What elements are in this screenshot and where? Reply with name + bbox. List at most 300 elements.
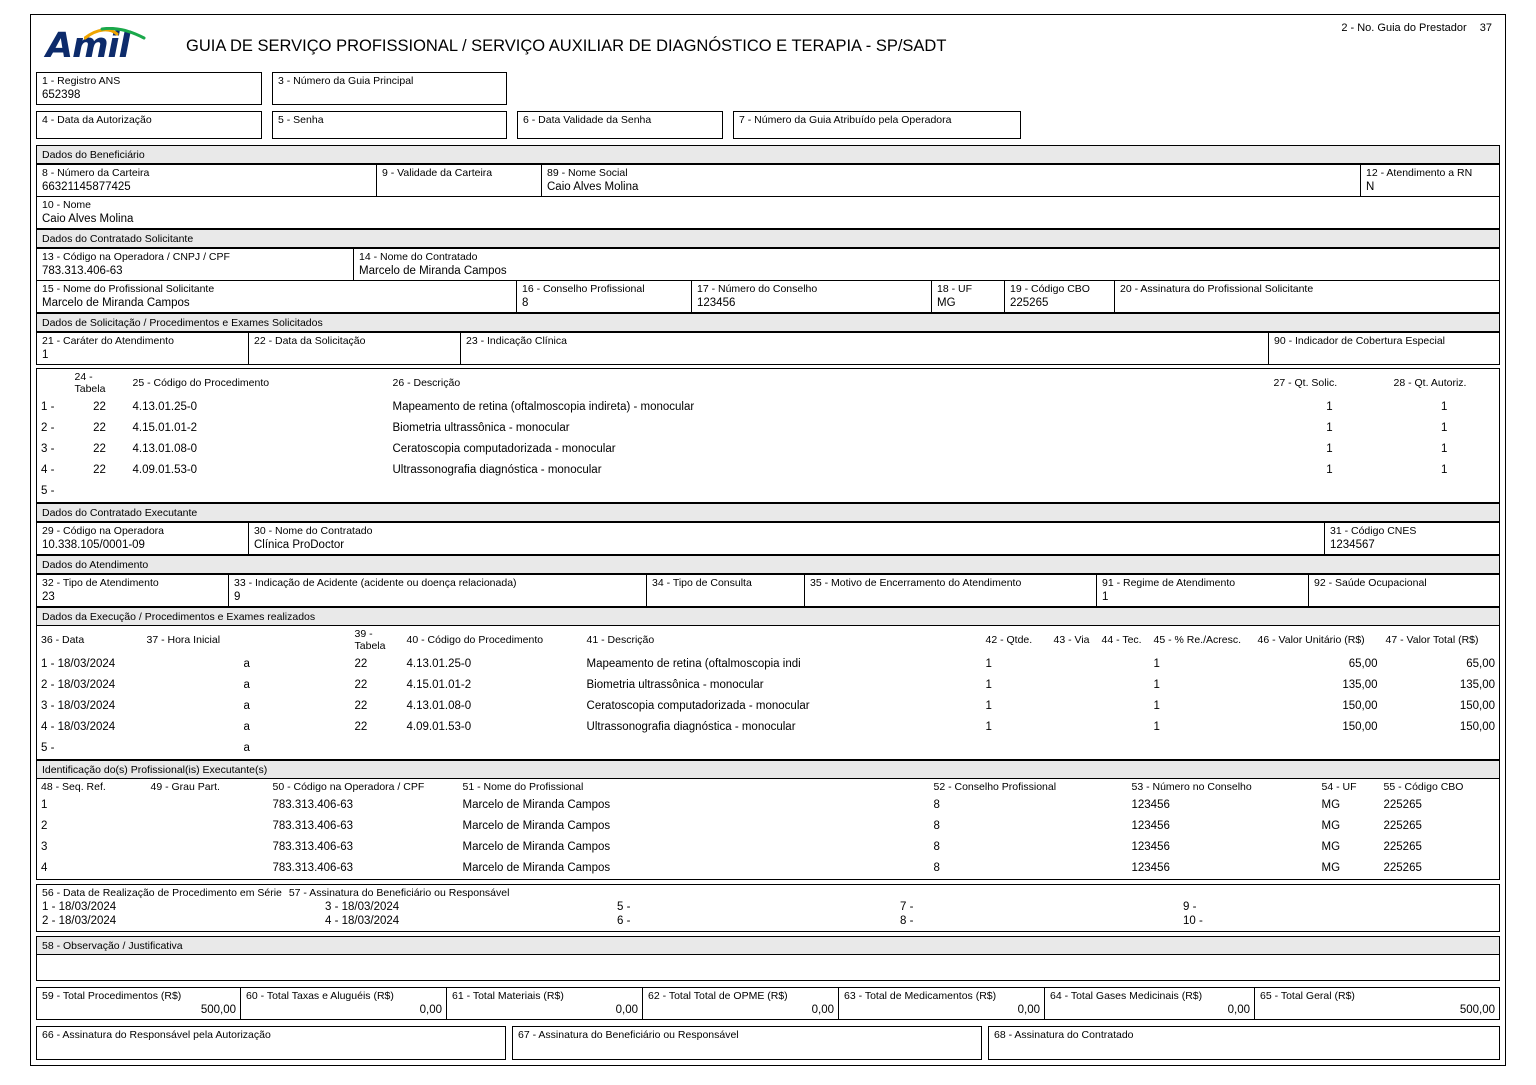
cell-numero-conselho: 123456 [1131,841,1170,853]
table-row [37,397,1500,418]
serie-item-2: 2 - 18/03/2024 [42,915,117,927]
field-conselho-profissional-solicitante-value: 8 [522,297,529,309]
cell-conselho: 8 [933,820,940,832]
field-cobertura-especial[interactable] [1268,332,1500,365]
cell-numero-conselho: 123456 [1131,799,1170,811]
table-row [37,654,1500,675]
field-assinatura-profissional-solicitante-label: 20 - Assinatura do Profissional Solicitante [1120,283,1314,295]
field-assinatura-responsavel-autorizacao-label: 66 - Assinatura do Responsável pela Autorização [42,1029,271,1041]
field-total-taxas-value: 0,00 [419,1004,442,1016]
field-uf-solicitante[interactable] [931,281,1004,313]
cell-grau-part [147,795,269,816]
field-codigo-cnes-value: 1234567 [1330,539,1375,551]
cell-hora-final [254,675,351,696]
section-beneficiario-band: Dados do Beneficiário [36,145,1500,164]
table-row [37,858,1500,880]
serie-item-7: 7 - [900,901,914,913]
col-tabela: 24 - Tabela [74,371,106,395]
serie-item-8: 8 - [900,915,914,927]
table-row [37,675,1500,696]
cell-seq: 3 - [41,443,55,455]
cell-hora-inicial [143,738,240,760]
cell-uf: MG [1321,820,1341,832]
cell-conselho: 8 [933,841,940,853]
cell-seq: 2 - [41,679,55,691]
field-observacao[interactable] [36,955,1500,981]
cell-codigo: 4.15.01.01-2 [132,422,198,434]
field-total-gases-value: 0,00 [1227,1004,1250,1016]
cell-codigo: 783.313.406-63 [272,862,354,874]
cell-data [37,675,143,696]
cell-tec [1098,696,1150,717]
table-procedimentos-solicitados [36,368,1500,503]
cell-descricao: Ultrassonografia diagnóstica - monocular [392,464,602,476]
field-numero-carteira[interactable] [36,164,376,197]
field-indicacao-acidente[interactable] [228,574,646,607]
row-solicitante-1 [36,248,1500,281]
cell-hora-separator: a [243,721,250,733]
field-guia-principal-label: 3 - Número da Guia Principal [278,75,414,87]
serie-labels [42,887,1494,900]
field-senha[interactable] [272,111,507,139]
cell-via [1050,675,1098,696]
cell-qt-solic [1270,481,1390,503]
cell-codigo [129,481,389,503]
col-codigo-cbo: 55 - Código CBO [1383,781,1464,793]
field-data-solicitacao-label: 22 - Data da Solicitação [254,335,366,347]
table-row [37,418,1500,439]
field-motivo-encerramento[interactable] [804,574,1096,607]
cell-valor-unitario: 150,00 [1342,721,1378,733]
cell-qt-autoriz: 1 [1441,464,1448,476]
section-solicitacao-band: Dados de Solicitação / Procedimentos e Exames Solicitados [36,313,1500,332]
field-nome-contratado-solicitante-label: 14 - Nome do Contratado [359,251,478,263]
serie-item-10: 10 - [1183,915,1203,927]
field-atendimento-rn-value: N [1366,181,1375,193]
field-nome-beneficiario-label: 10 - Nome [42,199,92,211]
cell-reducao: 1 [1153,679,1160,691]
cell-uf: MG [1321,799,1341,811]
cell-numero-conselho: 123456 [1131,820,1170,832]
field-codigo-cnes[interactable] [1324,522,1500,555]
cell-nome: Marcelo de Miranda Campos [462,799,611,811]
row-solicitante-2 [36,281,1500,313]
cell-tabela: 22 [354,679,368,691]
field-tipo-consulta-label: 34 - Tipo de Consulta [652,577,752,589]
guia-prestador-field [1341,22,1492,34]
table-row [37,717,1500,738]
cell-seq-ref: 3 [41,841,48,853]
cell-qtde: 1 [985,700,992,712]
cell-tec [1098,654,1150,675]
cell-seq: 1 - [41,401,55,413]
cell-descricao: Biometria ultrassônica - monocular [586,679,764,691]
col-hora-inicial: 37 - Hora Inicial [146,634,221,646]
cell-nome: Marcelo de Miranda Campos [462,841,611,853]
row-executante [36,522,1500,555]
table-body-profissionais [37,795,1500,880]
cell-nome: Marcelo de Miranda Campos [462,862,611,874]
cell-hora-separator: a [243,679,250,691]
table-row [37,460,1500,481]
cell-qtde: 1 [985,721,992,733]
col-seq [37,369,71,398]
field-assinatura-responsavel-autorizacao[interactable] [36,1026,506,1060]
cell-hora-separator: a [243,658,250,670]
cell-descricao: Biometria ultrassônica - monocular [392,422,570,434]
field-nome-contratado-solicitante[interactable] [353,248,1500,281]
field-total-geral[interactable] [1254,987,1500,1020]
cell-qtde: 1 [985,658,992,670]
cell-valor-total: 150,00 [1459,700,1495,712]
table-header-row [37,369,1500,398]
col-codigo-procedimento: 40 - Código do Procedimento [406,634,544,646]
field-cbo-solicitante-label: 19 - Código CBO [1010,283,1090,295]
section-solicitante-band: Dados do Contratado Solicitante [36,229,1500,248]
row-atendimento [36,574,1500,607]
field-codigo-operadora-solicitante-value: 783.313.406-63 [42,265,123,277]
cell-tabela: 22 [93,443,106,455]
field-saude-ocupacional-label: 92 - Saúde Ocupacional [1314,577,1427,589]
cell-hora-inicial [143,675,240,696]
field-numero-carteira-value: 66321145877425 [42,181,131,193]
table-row [37,481,1500,503]
section-atendimento-band: Dados do Atendimento [36,555,1500,574]
field-total-opme-value: 0,00 [811,1004,834,1016]
col-uf: 54 - UF [1321,781,1357,793]
cell-seq-ref: 4 [41,862,48,874]
field-total-opme[interactable] [642,987,838,1020]
cell-descricao: Ultrassonografia diagnóstica - monocular [586,721,796,733]
col-via: 43 - Via [1053,634,1090,646]
field-nome-social-label: 89 - Nome Social [547,167,628,179]
document-header [36,20,1500,72]
field-tipo-atendimento-value: 23 [42,591,55,603]
table-header-row [37,779,1500,795]
cell-data-value: 18/03/2024 [57,721,116,733]
field-total-gases[interactable] [1044,987,1254,1020]
field-conselho-profissional-solicitante-label: 16 - Conselho Profissional [522,283,645,295]
cell-conselho: 8 [933,862,940,874]
cell-seq: 1 - [41,658,55,670]
cell-codigo: 4.09.01.53-0 [132,464,198,476]
cell-qt-autoriz [1390,481,1500,503]
table-profissionais-executantes [36,779,1500,880]
field-assinatura-beneficiario-label: 67 - Assinatura do Beneficiário ou Responsável [518,1029,739,1041]
field-total-taxas[interactable] [240,987,446,1020]
cell-grau-part [147,837,269,858]
row-beneficiario-2 [36,197,1500,229]
cell-via [1050,654,1098,675]
cell-qt-solic: 1 [1326,401,1333,413]
cell-descricao: Ceratoscopia computadorizada - monocular [586,700,810,712]
field-regime-atendimento[interactable] [1096,574,1308,607]
field-tipo-atendimento[interactable] [36,574,228,607]
cell-data-value: 18/03/2024 [57,700,116,712]
cell-reducao: 1 [1153,721,1160,733]
field-validade-carteira[interactable] [376,164,541,197]
field-codigo-operadora-executante-value: 10.338.105/0001-09 [42,539,145,551]
table-body-procedimentos-solicitados [37,397,1500,503]
field-total-medicamentos[interactable] [838,987,1044,1020]
field-data-autorizacao-label: 4 - Data da Autorização [42,114,152,126]
cell-uf: MG [1321,862,1341,874]
amil-logo-swoosh-icon [84,27,146,41]
field-saude-ocupacional[interactable] [1308,574,1500,607]
field-total-procedimentos-label: 59 - Total Procedimentos (R$) [42,990,182,1002]
field-tipo-atendimento-label: 32 - Tipo de Atendimento [42,577,159,589]
field-assinatura-contratado-label: 68 - Assinatura do Contratado [994,1029,1134,1041]
section-executante-band: Dados do Contratado Executante [36,503,1500,522]
col-conselho-profissional: 52 - Conselho Profissional [933,781,1057,793]
field-indicacao-acidente-value: 9 [234,591,241,603]
cell-seq-ref: 1 [41,799,48,811]
serie-row-1 [42,900,1494,914]
field-codigo-operadora-executante[interactable] [36,522,248,555]
cell-hora-inicial [143,654,240,675]
guia-sheet [30,14,1506,1066]
col-valor-unitario: 46 - Valor Unitário (R$) [1257,634,1365,646]
row-registro-guia [36,72,1500,105]
table-row [37,738,1500,760]
field-nome-profissional-solicitante[interactable] [36,281,516,313]
cell-data-value: 18/03/2024 [57,658,116,670]
serie-row-2 [42,914,1494,928]
field-nome-contratado-solicitante-value: Marcelo de Miranda Campos [359,265,507,277]
serie-item-4: 4 - 18/03/2024 [325,915,400,927]
col-descricao: 26 - Descrição [392,377,461,389]
field-tipo-consulta[interactable] [646,574,804,607]
col-numero-conselho: 53 - Número no Conselho [1131,781,1252,793]
cell-codigo: 4.15.01.01-2 [406,679,472,691]
cell-nome: Marcelo de Miranda Campos [462,820,611,832]
cell-valor-unitario: 135,00 [1342,679,1378,691]
field-nome-social-value: Caio Alves Molina [547,181,639,193]
section-serie [36,884,1500,932]
field-nome-beneficiario[interactable] [36,197,1500,229]
cell-codigo: 783.313.406-63 [272,841,354,853]
field-guia-principal[interactable] [272,72,507,105]
cell-valor-total: 135,00 [1459,679,1495,691]
field-cobertura-especial-label: 90 - Indicador de Cobertura Especial [1274,335,1446,347]
cell-hora-final [254,717,351,738]
field-numero-carteira-label: 8 - Número da Carteira [42,167,150,179]
field-codigo-operadora-solicitante-label: 13 - Código na Operadora / CNPJ / CPF [42,251,230,263]
col-valor-total: 47 - Valor Total (R$) [1385,634,1479,646]
cell-hora-separator: a [243,742,250,754]
field-codigo-operadora-solicitante[interactable] [36,248,353,281]
cell-seq: 3 - [41,700,55,712]
col-reducao: 45 - % Re./Acresc. [1153,634,1242,646]
col-codigo-operadora-cpf: 50 - Código na Operadora / CPF [272,781,425,793]
field-guia-operadora[interactable] [733,111,1021,139]
cell-codigo: 783.313.406-63 [272,799,354,811]
cell-qtde: 1 [985,679,992,691]
cell-codigo: 4.13.01.25-0 [406,658,472,670]
cell-tabela [71,481,129,503]
row-totais [36,987,1500,1020]
field-nome-social[interactable] [541,164,1360,197]
cell-tabela [351,738,403,760]
cell-data [37,654,143,675]
field-total-procedimentos-value: 500,00 [200,1004,236,1016]
amil-logo-text: Amil [46,26,130,66]
field-guia-operadora-label: 7 - Número da Guia Atribuído pela Operadora [739,114,952,126]
cell-via [1050,696,1098,717]
cell-codigo [403,738,583,760]
cell-qt-solic: 1 [1326,422,1333,434]
cell-qt-solic: 1 [1326,443,1333,455]
field-data-solicitacao[interactable] [248,332,460,365]
table-header-row [37,626,1500,654]
field-nome-beneficiario-value: Caio Alves Molina [42,213,134,225]
field-total-procedimentos[interactable] [36,987,240,1020]
cell-hora-inicial [143,717,240,738]
col-descricao-execucao: 41 - Descrição [586,634,655,646]
field-validade-carteira-label: 9 - Validade da Carteira [382,167,493,179]
cell-hora-separator: a [243,700,250,712]
cell-cbo: 225265 [1383,799,1422,811]
cell-reducao [1150,738,1254,760]
cell-uf: MG [1321,841,1341,853]
serie-item-1: 1 - 18/03/2024 [42,901,117,913]
table-row [37,439,1500,460]
cell-cbo: 225265 [1383,862,1422,874]
col-codigo: 25 - Código do Procedimento [132,377,270,389]
field-uf-solicitante-label: 18 - UF [937,283,973,295]
field-uf-solicitante-value: MG [937,297,956,309]
field-regime-atendimento-label: 91 - Regime de Atendimento [1102,577,1236,589]
field-atendimento-rn-label: 12 - Atendimento a RN [1366,167,1473,179]
cell-numero-conselho: 123456 [1131,862,1170,874]
field-total-medicamentos-label: 63 - Total de Medicamentos (R$) [844,990,997,1002]
field-total-opme-label: 62 - Total Total de OPME (R$) [648,990,788,1002]
field-indicacao-clinica[interactable] [460,332,1268,365]
cell-seq: 2 - [41,422,55,434]
field-total-materiais[interactable] [446,987,642,1020]
cell-tabela: 22 [93,422,106,434]
cell-hora-final [254,654,351,675]
section-execucao-band: Dados da Execução / Procedimentos e Exames realizados [36,607,1500,626]
section-profissionais-band: Identificação do(s) Profissional(is) Executante(s) [36,760,1500,779]
field-assinatura-profissional-solicitante[interactable] [1114,281,1500,313]
col-tabela: 39 - Tabela [354,628,386,652]
col-qt-solic: 27 - Qt. Solic. [1273,377,1338,389]
label-data-serie: 56 - Data de Realização de Procedimento em Série [42,887,282,899]
cell-hora-final [254,738,351,760]
cell-reducao: 1 [1153,658,1160,670]
table-procedimentos-executados [36,626,1500,760]
cell-data [37,696,143,717]
cell-conselho: 8 [933,799,940,811]
label-assinatura-beneficiario: 57 - Assinatura do Beneficiário ou Responsável [288,887,510,899]
table-row [37,696,1500,717]
col-grau-part: 49 - Grau Part. [150,781,220,793]
field-carater-atendimento-value: 1 [42,349,49,361]
field-validade-senha[interactable] [517,111,723,139]
row-autorizacao [36,111,1500,139]
field-senha-label: 5 - Senha [278,114,324,126]
cell-codigo: 783.313.406-63 [272,820,354,832]
guia-prestador-value: 37 [1479,22,1492,34]
field-numero-conselho-solicitante[interactable] [691,281,931,313]
field-assinatura-contratado[interactable] [988,1026,1500,1060]
cell-valor-unitario [1254,738,1382,760]
serie-item-9: 9 - [1183,901,1197,913]
row-beneficiario-1 [36,164,1500,197]
cell-qt-autoriz: 1 [1441,422,1448,434]
field-carater-atendimento-label: 21 - Caráter do Atendimento [42,335,174,347]
field-regime-atendimento-value: 1 [1102,591,1109,603]
row-assinaturas [36,1026,1500,1060]
field-nome-contratado-executante[interactable] [248,522,1324,555]
field-total-geral-label: 65 - Total Geral (R$) [1260,990,1355,1002]
field-conselho-profissional-solicitante[interactable] [516,281,691,313]
field-cbo-solicitante-value: 225265 [1010,297,1049,309]
section-observacao-band: 58 - Observação / Justificativa [36,936,1500,955]
cell-data [37,738,143,760]
cell-seq: 5 - [41,742,55,754]
guia-prestador-label: 2 - No. Guia do Prestador [1341,22,1467,34]
cell-codigo: 4.13.01.25-0 [132,401,198,413]
cell-cbo: 225265 [1383,841,1422,853]
field-nome-contratado-executante-label: 30 - Nome do Contratado [254,525,373,537]
cell-tec [1098,717,1150,738]
row-solicitacao-fields [36,332,1500,365]
cell-hora-inicial [143,696,240,717]
cell-via [1050,738,1098,760]
amil-logo [40,23,160,69]
cell-data [37,717,143,738]
col-nome-profissional: 51 - Nome do Profissional [462,781,584,793]
cell-qt-autoriz: 1 [1441,443,1448,455]
cell-descricao [389,481,1270,503]
cell-seq-ref: 2 [41,820,48,832]
field-nome-contratado-executante-value: Clínica ProDoctor [254,539,345,551]
field-total-gases-label: 64 - Total Gases Medicinais (R$) [1050,990,1203,1002]
field-data-autorizacao[interactable] [36,111,262,139]
field-registro-ans-value: 652398 [42,89,81,101]
page-title: GUIA DE SERVIÇO PROFISSIONAL / SERVIÇO AUXILIAR DE DIAGNÓSTICO E TERAPIA - SP/SADT [186,36,947,55]
serie-item-6: 6 - [617,915,631,927]
cell-valor-total [1382,738,1500,760]
cell-tec [1098,738,1150,760]
field-registro-ans[interactable] [36,72,262,105]
cell-codigo: 4.09.01.53-0 [406,721,472,733]
cell-grau-part [147,816,269,837]
field-atendimento-rn[interactable] [1360,164,1500,197]
field-registro-ans-label: 1 - Registro ANS [42,75,121,87]
field-carater-atendimento[interactable] [36,332,248,365]
field-total-materiais-label: 61 - Total Materiais (R$) [452,990,564,1002]
cell-tabela: 22 [354,721,368,733]
cell-grau-part [147,858,269,880]
cell-reducao: 1 [1153,700,1160,712]
field-assinatura-beneficiario[interactable] [512,1026,982,1060]
cell-descricao: Ceratoscopia computadorizada - monocular [392,443,616,455]
field-numero-conselho-solicitante-label: 17 - Número do Conselho [697,283,818,295]
field-motivo-encerramento-label: 35 - Motivo de Encerramento do Atendimento [810,577,1022,589]
cell-valor-total: 150,00 [1459,721,1495,733]
cell-codigo: 4.13.01.08-0 [406,700,472,712]
col-seq-ref: 48 - Seq. Ref. [41,781,106,793]
field-cbo-solicitante[interactable] [1004,281,1114,313]
field-nome-profissional-solicitante-label: 15 - Nome do Profissional Solicitante [42,283,215,295]
cell-tabela: 22 [354,700,368,712]
field-validade-senha-label: 6 - Data Validade da Senha [523,114,652,126]
cell-codigo: 4.13.01.08-0 [132,443,198,455]
cell-tabela: 22 [354,658,368,670]
